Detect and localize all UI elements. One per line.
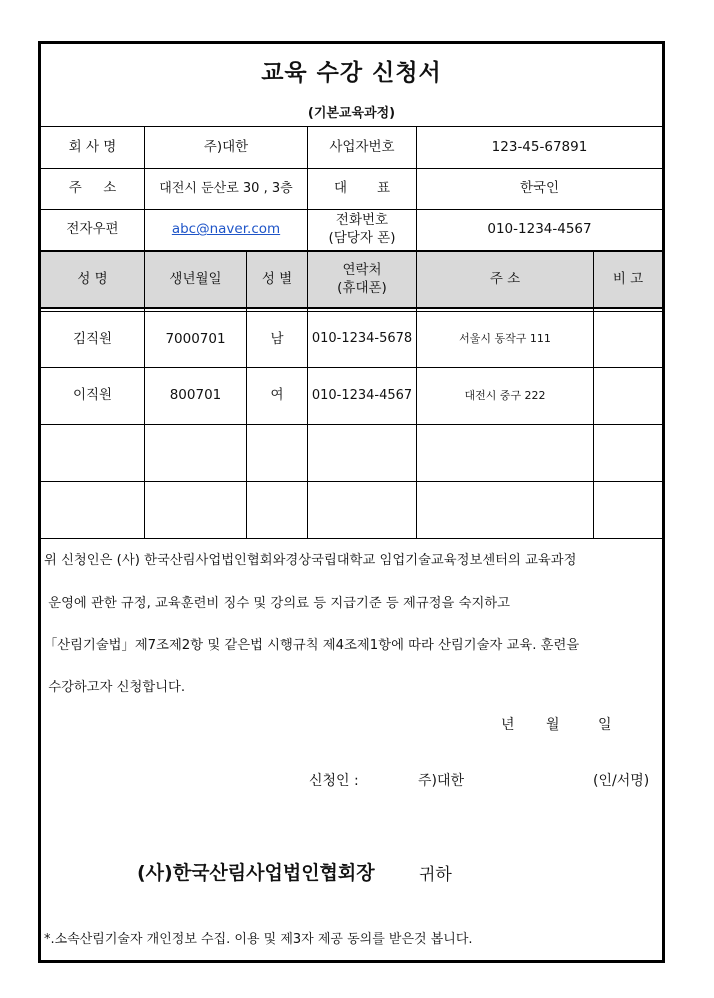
row3-name[interactable] <box>41 425 144 481</box>
phone-label-line1: 전화번호 <box>335 212 389 229</box>
row4-contact[interactable] <box>308 482 416 538</box>
date-day: 일 <box>598 717 612 733</box>
row4-gender[interactable] <box>247 482 307 538</box>
header-address: 주 소 <box>489 270 521 287</box>
recipient-honorific: 귀하 <box>419 865 452 885</box>
phone-label <box>308 210 416 250</box>
applicant-label: 신청인 : <box>309 773 359 789</box>
statement-line-4: 수강하고자 신청합니다. <box>44 680 186 695</box>
email-label: 전자우편 <box>66 221 119 238</box>
company-name-label: 회 사 명 <box>68 138 117 155</box>
row4-name[interactable] <box>41 482 144 538</box>
row4-birth[interactable] <box>145 482 246 538</box>
row4-note[interactable] <box>594 482 662 538</box>
applicant-value: 주)대한 <box>418 773 465 789</box>
biz-no-value: 123-45-67891 <box>491 138 588 155</box>
row1-note <box>594 312 662 367</box>
statement-line-1: 위 신청인은 (사) 한국산림사업법인협회와경상국립대학교 임업기술교육정보센터의 교육과정 <box>44 553 577 568</box>
header-contact <box>308 252 416 307</box>
phone-value: 010-1234-4567 <box>487 221 592 238</box>
representative-value: 한국인 <box>519 180 560 197</box>
signature-placeholder: (인/서명) <box>593 773 650 789</box>
row3-contact[interactable] <box>308 425 416 481</box>
privacy-footnote: *.소속산림기술자 개인정보 수집. 이용 및 제3자 제공 동의를 받은것 봅니다. <box>44 932 473 947</box>
header-name: 성 명 <box>77 270 108 287</box>
row3-note[interactable] <box>594 425 662 481</box>
row1-birth: 7000701 <box>165 330 226 347</box>
statement-line-3: 「산림기술법」제7조제2항 및 같은법 시행규칙 제4조제1항에 따라 산림기술자 교육. 훈련을 <box>44 638 580 653</box>
row2-address: 대전시 중구 222 <box>464 388 546 402</box>
row2-contact: 010-1234-4567 <box>311 387 413 403</box>
row2-note <box>594 368 662 424</box>
row1-contact: 010-1234-5678 <box>311 331 413 347</box>
row1-address: 서울시 동작구 111 <box>459 332 551 346</box>
biz-no-label: 사업자번호 <box>329 138 395 155</box>
row4-address[interactable] <box>417 482 593 538</box>
recipient-name: (사)한국산림사업법인협회장 <box>137 862 375 884</box>
header-contact-line2: (휴대폰) <box>337 279 387 296</box>
email-link[interactable]: abc@naver.com <box>171 221 281 238</box>
representative-label: 대 표 <box>333 180 391 197</box>
header-contact-line1: 연락처 <box>342 261 382 278</box>
row2-name: 이직원 <box>72 387 113 404</box>
row2-birth: 800701 <box>169 387 222 404</box>
row1-name: 김직원 <box>72 330 113 347</box>
company-address-value: 대전시 둔산로 30 , 3층 <box>159 180 293 196</box>
statement-line-2: 운영에 관한 규정, 교육훈련비 징수 및 강의료 등 지급기준 등 제규정을 숙지하고 <box>44 596 510 611</box>
row3-gender[interactable] <box>247 425 307 481</box>
row1-gender: 남 <box>270 330 284 347</box>
divider <box>41 538 662 539</box>
header-gender: 성 별 <box>261 270 293 287</box>
header-note: 비 고 <box>612 270 644 287</box>
email-cell <box>145 210 307 250</box>
company-name-value: 주)대한 <box>203 138 249 155</box>
header-birth: 생년월일 <box>169 270 222 287</box>
address-label: 주 소 <box>68 180 117 197</box>
phone-label-line2: (담당자 폰) <box>328 230 396 246</box>
date-month: 월 <box>546 717 560 733</box>
form-title: 교육 수강 신청서 <box>261 59 442 86</box>
row3-birth[interactable] <box>145 425 246 481</box>
application-form <box>38 41 665 963</box>
row3-address[interactable] <box>417 425 593 481</box>
form-subtitle: (기본교육과정) <box>307 105 396 121</box>
row2-gender: 여 <box>270 387 284 404</box>
date-year: 년 <box>501 717 515 733</box>
divider <box>41 307 662 309</box>
